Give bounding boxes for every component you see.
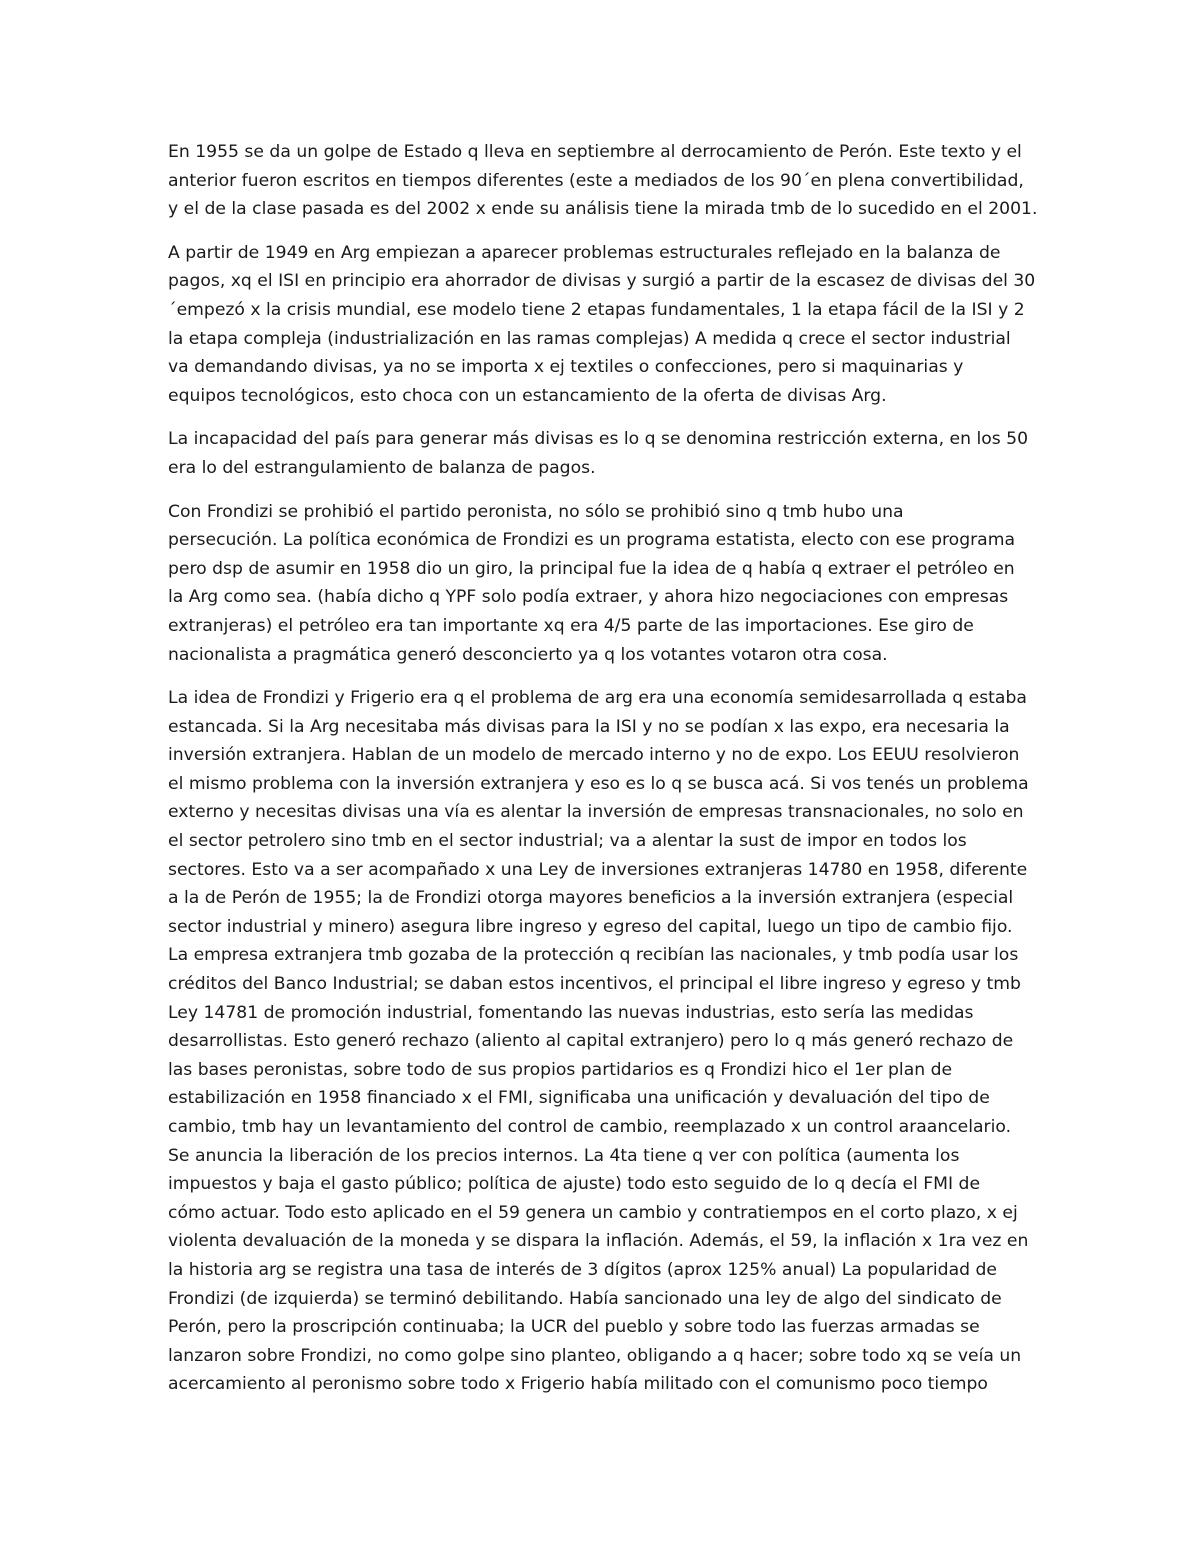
text-line: el mismo problema con la inversión extranjera y eso es lo q se busca acá. Si vos tenés un problema bbox=[168, 773, 1029, 794]
text-line: va demandando divisas, ya no se importa x ej textiles o confecciones, pero si maquinarias y bbox=[168, 357, 964, 378]
text-line: estancada. Si la Arg necesitaba más divisas para la ISI y no se podían x las expo, era necesaria la bbox=[168, 716, 1010, 737]
text-line: cómo actuar. Todo esto aplicado en el 59 genera un cambio y contratiempos en el corto plazo, x ej bbox=[168, 1202, 1018, 1223]
text-line: pagos, xq el ISI en principio era ahorrador de divisas y surgió a partir de la escasez de divisas del 30 bbox=[168, 271, 1036, 292]
text-line: el sector petrolero sino tmb en el sector industrial; va a alentar la sust de impor en todos los bbox=[168, 831, 967, 852]
paragraph bbox=[168, 138, 1038, 224]
text-line: la Arg como sea. (había dicho q YPF solo podía extraer, y ahora hizo negociaciones con empresas bbox=[168, 587, 1009, 608]
text-line: ´empezó x la crisis mundial, ese modelo tiene 2 etapas fundamentales, 1 la etapa fácil de la ISI y 2 bbox=[168, 299, 1025, 320]
text-line: Frondizi (de izquierda) se terminó debilitando. Había sancionado una ley de algo del sindicato de bbox=[168, 1288, 1002, 1309]
text-line: impuestos y baja el gasto público; política de ajuste) todo esto seguido de lo q decía el FMI de bbox=[168, 1174, 981, 1195]
text-line: externo y necesitas divisas una vía es alentar la inversión de empresas transnacionales, no solo en bbox=[168, 802, 1024, 823]
text-line: extranjeras) el petróleo era tan importante xq era 4/5 parte de las importaciones. Ese giro de bbox=[168, 615, 974, 636]
text-line: sector industrial y minero) asegura libre ingreso y egreso del capital, luego un tipo de cambio fijo. bbox=[168, 916, 1013, 937]
paragraph bbox=[168, 425, 1038, 482]
paragraph bbox=[168, 239, 1038, 411]
text-line: la etapa compleja (industrialización en las ramas complejas) A medida q crece el sector industrial bbox=[168, 328, 1011, 349]
text-line: a la de Perón de 1955; la de Frondizi otorga mayores beneficios a la inversión extranjera (especial bbox=[168, 888, 1014, 909]
text-line: persecución. La política económica de Frondizi es un programa estatista, electo con ese programa bbox=[168, 530, 1015, 551]
text-line: la historia arg se registra una tasa de interés de 3 dígitos (aprox 125% anual) La popularidad de bbox=[168, 1259, 997, 1280]
text-line: En 1955 se da un golpe de Estado q lleva en septiembre al derrocamiento de Perón. Este texto y el bbox=[168, 142, 1022, 162]
text-line: anterior fueron escritos en tiempos diferentes (este a mediados de los 90´en plena convertibilidad, bbox=[168, 170, 1024, 191]
text-line: La incapacidad del país para generar más divisas es lo q se denomina restricción externa, en los 50 bbox=[168, 429, 1029, 450]
text-line: Con Frondizi se prohibió el partido peronista, no sólo se prohibió sino q tmb hubo una bbox=[168, 501, 904, 522]
text-line: equipos tecnológicos, esto choca con un estancamiento de la oferta de divisas Arg. bbox=[168, 385, 887, 406]
document-body bbox=[168, 138, 1038, 1414]
text-line: Ley 14781 de promoción industrial, fomentando las nuevas industrias, esto sería las medidas bbox=[168, 1002, 974, 1023]
paragraph bbox=[168, 498, 1038, 670]
paragraph bbox=[168, 684, 1038, 1399]
text-line: Se anuncia la liberación de los precios internos. La 4ta tiene q ver con política (aumenta los bbox=[168, 1145, 960, 1166]
text-line: sectores. Esto va a ser acompañado x una Ley de inversiones extranjeras 14780 en 1958, diferente bbox=[168, 859, 1028, 880]
text-line: acercamiento al peronismo sobre todo x Frigerio había militado con el comunismo poco tiempo bbox=[168, 1374, 988, 1395]
text-line: Perón, pero la proscripción continuaba; la UCR del pueblo y sobre todo las fuerzas armadas se bbox=[168, 1317, 980, 1338]
text-line: créditos del Banco Industrial; se daban estos incentivos, el principal el libre ingreso y egreso y tmb bbox=[168, 974, 1021, 995]
text-line: violenta devaluación de la moneda y se dispara la inflación. Además, el 59, la inflación x 1ra vez en bbox=[168, 1231, 1029, 1252]
text-line: era lo del estrangulamiento de balanza de pagos. bbox=[168, 457, 596, 478]
text-line: A partir de 1949 en Arg empiezan a aparecer problemas estructurales reflejado en la balanza de bbox=[168, 242, 1001, 263]
text-line: desarrollistas. Esto generó rechazo (aliento al capital extranjero) pero lo q más generó rechazo de bbox=[168, 1031, 1014, 1052]
text-line: pero dsp de asumir en 1958 dio un giro, la principal fue la idea de q había q extraer el petróleo en bbox=[168, 558, 1015, 579]
text-line: las bases peronistas, sobre todo de sus propios partidarios es q Frondizi hico el 1er plan de bbox=[168, 1059, 953, 1080]
text-line: La idea de Frondizi y Frigerio era q el problema de arg era una economía semidesarrollada q estaba bbox=[168, 688, 1027, 709]
text-line: La empresa extranjera tmb gozaba de la protección q recibían las nacionales, y tmb podía usar los bbox=[168, 945, 1019, 966]
text-line: nacionalista a pragmática generó desconcierto ya q los votantes votaron otra cosa. bbox=[168, 644, 888, 665]
text-line: inversión extranjera. Hablan de un modelo de mercado interno y no de expo. Los EEUU resolvieron bbox=[168, 745, 1020, 766]
text-line: estabilización en 1958 financiado x el FMI, significaba una unificación y devaluación del tipo de bbox=[168, 1088, 990, 1109]
text-line: lanzaron sobre Frondizi, no como golpe sino planteo, obligando a q hacer; sobre todo xq se veía un bbox=[168, 1345, 1022, 1366]
text-line: cambio, tmb hay un levantamiento del control de cambio, reemplazado x un control araancelario. bbox=[168, 1117, 1012, 1137]
text-line: y el de la clase pasada es del 2002 x ende su análisis tiene la mirada tmb de lo sucedido en el 2001. bbox=[168, 199, 1038, 220]
